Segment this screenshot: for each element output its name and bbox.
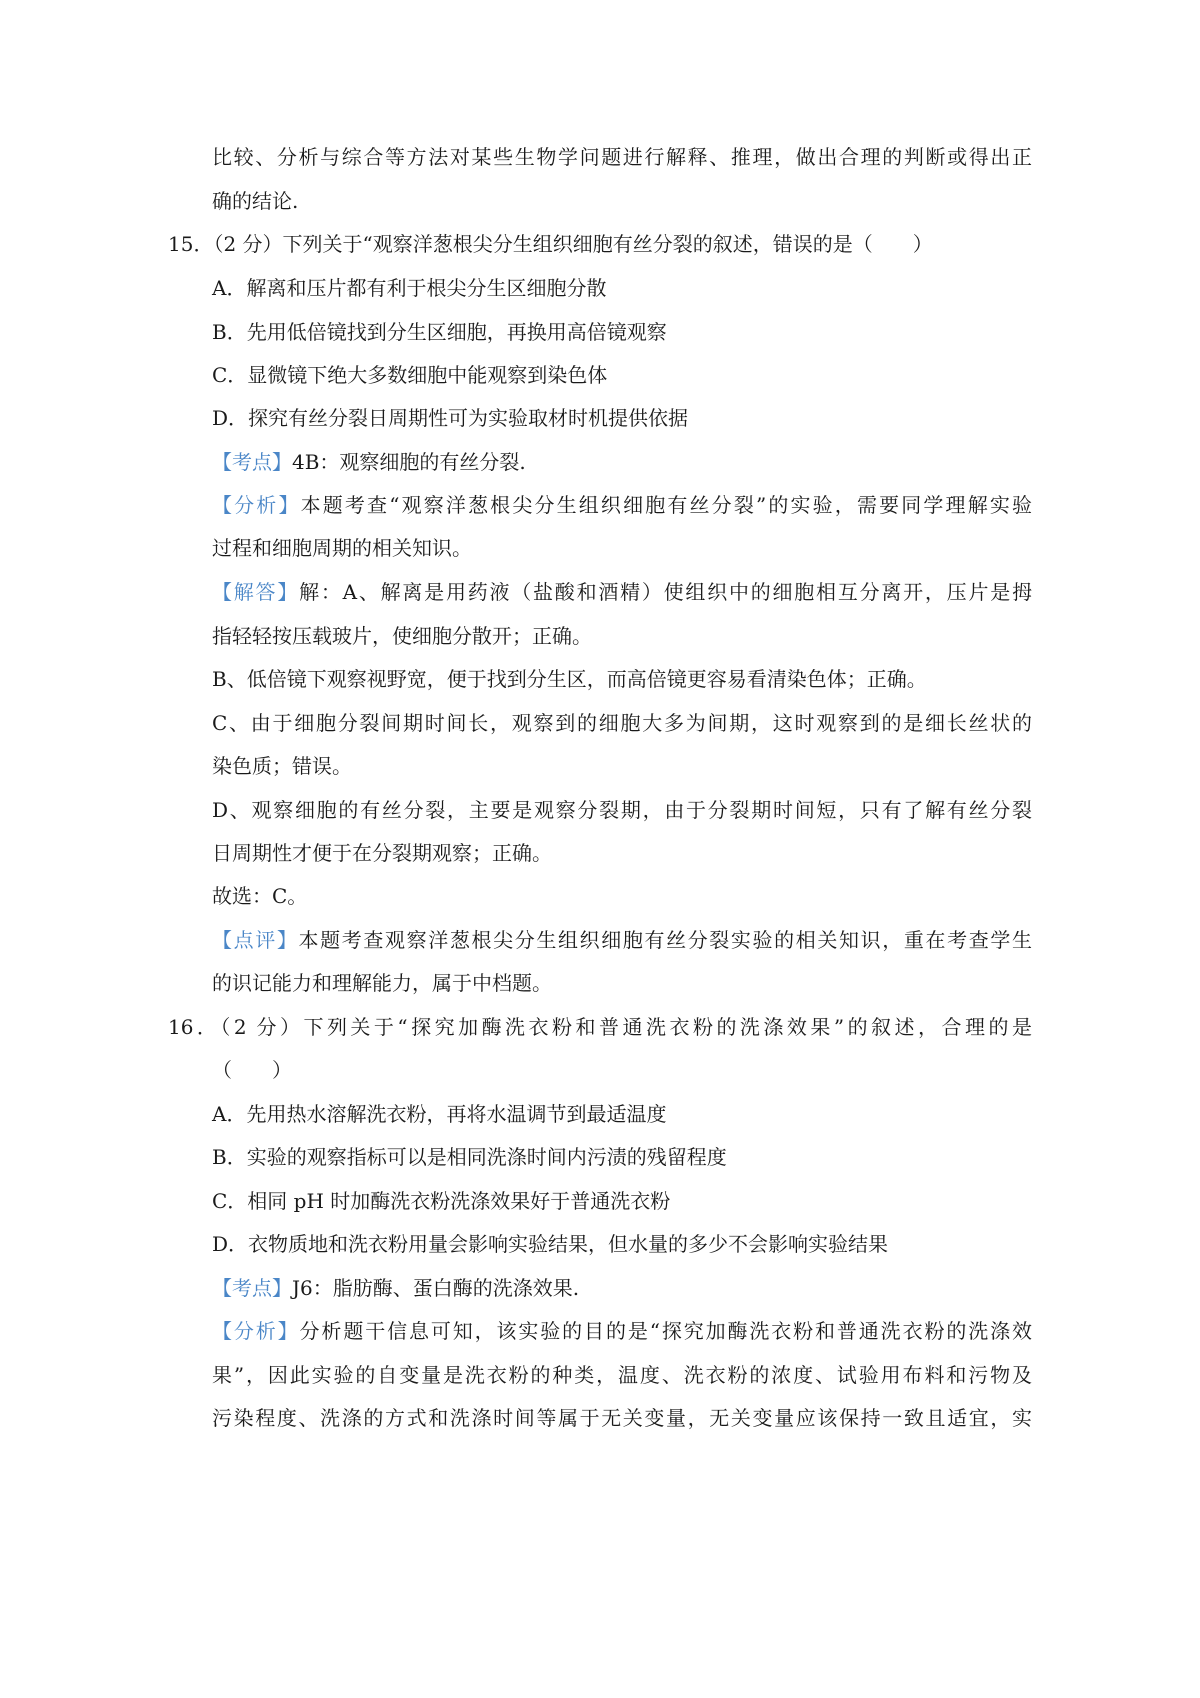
question-15-option-b: B．先用低倍镜找到分生区细胞，再换用高倍镜观察	[212, 320, 667, 344]
question-16-fenxi-line-1	[212, 1316, 1032, 1346]
question-15-fenxi-line-1	[212, 490, 1032, 520]
question-15-option-d: D．探究有丝分裂日周期性可为实验取材时机提供依据	[212, 406, 689, 430]
question-16-kaodian	[212, 1273, 1032, 1303]
question-16-fenxi-line-3: 污染程度、洗涤的方式和洗涤时间等属于无关变量，无关变量应该保持一致且适宜，实	[212, 1406, 1032, 1430]
fenxi-text: 本题考查“观察洋葱根尖分生组织细胞有丝分裂”的实验，需要同学理解实验	[300, 493, 1033, 517]
fenxi-tag: 【分析】	[212, 1319, 300, 1343]
question-15-jieda-line-1	[212, 577, 1032, 607]
kaodian-tag: 【考点】	[212, 450, 292, 474]
question-15-jieda-b: B、低倍镜下观察视野宽，便于找到分生区，而高倍镜更容易看清染色体；正确。	[212, 667, 927, 691]
question-16-stem-line-1: 16．（2 分）下列关于“探究加酶洗衣粉和普通洗衣粉的洗涤效果”的叙述，合理的是	[168, 1015, 1032, 1039]
question-16-option-b: B．实验的观察指标可以是相同洗涤时间内污渍的残留程度	[212, 1145, 727, 1169]
kaodian-tag: 【考点】	[212, 1276, 292, 1300]
kaodian-text: J6：脂肪酶、蛋白酶的洗涤效果.	[292, 1276, 580, 1300]
intro-line-2: 确的结论.	[212, 189, 299, 213]
question-15-jieda-line-2: 指轻轻按压载玻片，使细胞分散开；正确。	[212, 624, 592, 648]
kaodian-text: 4B：观察细胞的有丝分裂.	[292, 450, 526, 474]
question-15-dianping-line-2: 的识记能力和理解能力，属于中档题。	[212, 971, 552, 995]
question-15-option-c: C．显微镜下绝大多数细胞中能观察到染色体	[212, 363, 608, 387]
question-15-jieda-c-line-1: C、由于细胞分裂间期时间长，观察到的细胞大多为间期，这时观察到的是细长丝状的	[212, 711, 1032, 735]
question-15-fenxi-line-2: 过程和细胞周期的相关知识。	[212, 536, 472, 560]
question-15-jieda-c-line-2: 染色质；错误。	[212, 754, 352, 778]
question-16-fenxi-line-2: 果”，因此实验的自变量是洗衣粉的种类，温度、洗衣粉的浓度、试验用布料和污物及	[212, 1363, 1032, 1387]
question-16-option-c: C．相同 pH 时加酶洗衣粉洗涤效果好于普通洗衣粉	[212, 1189, 671, 1213]
question-16-option-d: D．衣物质地和洗衣粉用量会影响实验结果，但水量的多少不会影响实验结果	[212, 1232, 889, 1256]
question-15-option-a: A．解离和压片都有利于根尖分生区细胞分散	[212, 276, 607, 300]
jieda-text: 解：A、解离是用药液（盐酸和酒精）使组织中的细胞相互分离开，压片是拇	[299, 580, 1032, 604]
question-15-jieda-d-line-1: D、观察细胞的有丝分裂，主要是观察分裂期，由于分裂期时间短，只有了解有丝分裂	[212, 798, 1032, 822]
dianping-text: 本题考查观察洋葱根尖分生组织细胞有丝分裂实验的相关知识，重在考查学生	[298, 928, 1033, 952]
question-16-stem-line-2: （ ）	[212, 1058, 292, 1082]
fenxi-text: 分析题干信息可知，该实验的目的是“探究加酶洗衣粉和普通洗衣粉的洗涤效	[299, 1319, 1032, 1343]
question-15-jieda-d-line-2: 日周期性才便于在分裂期观察；正确。	[212, 841, 552, 865]
question-15-kaodian	[212, 447, 1032, 477]
question-16-option-a: A．先用热水溶解洗衣粉，再将水温调节到最适温度	[212, 1102, 667, 1126]
question-15-answer: 故选：C。	[212, 884, 308, 908]
question-15-stem: 15．（2 分）下列关于“观察洋葱根尖分生组织细胞有丝分裂的叙述，错误的是（ ）	[168, 232, 933, 256]
dianping-tag: 【点评】	[212, 928, 299, 952]
jieda-tag: 【解答】	[212, 580, 300, 604]
intro-line-1: 比较、分析与综合等方法对某些生物学问题进行解释、推理，做出合理的判断或得出正	[212, 145, 1032, 169]
question-15-dianping-line-1	[212, 925, 1032, 955]
fenxi-tag: 【分析】	[212, 493, 301, 517]
